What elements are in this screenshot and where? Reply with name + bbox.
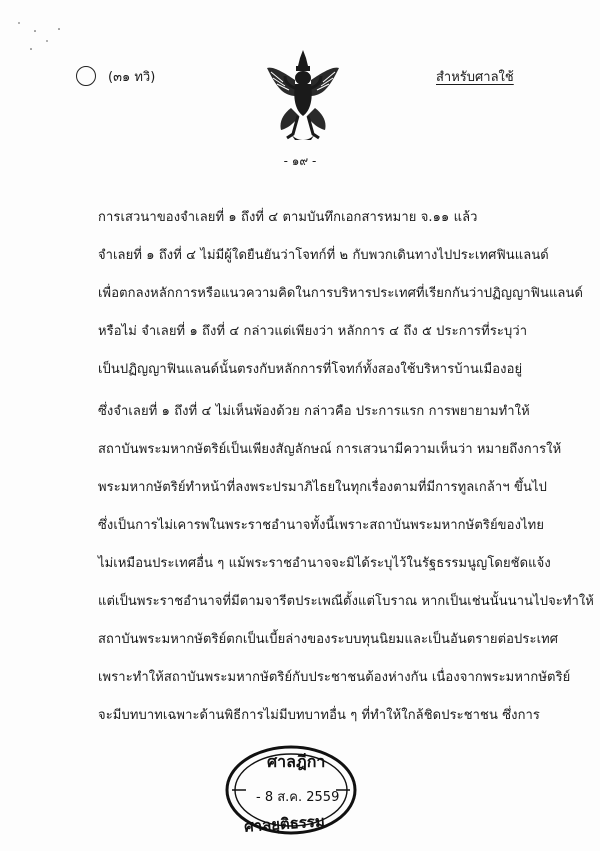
body-line: สถาบันพระมหากษัตริย์ตกเป็นเบี้ยล่างของระบบทุนนิยมและเป็นอันตรายต่อประเทศ [98,632,559,647]
scan-speck [46,40,48,42]
stamp-court-name: ศาลฎีกา [267,752,326,771]
scan-speck [34,30,36,32]
body-line: สถาบันพระมหากษัตริย์เป็นเพียงสัญลักษณ์ การเสวนามีความเห็นว่า หมายถึงการให้ [98,442,562,457]
body-line: หรือไม่ จำเลยที่ ๑ ถึงที่ ๔ กล่าวแต่เพียงว่า หลักการ ๔ ถึง ๕ ประการที่ระบุว่า [98,324,528,339]
court-use-label: สำหรับศาลใช้ [436,70,514,85]
page-number: - ๑๙ - [283,154,317,168]
stamp-court-bottom: ศาลยุติธรรม [243,812,326,836]
body-line: การเสวนาของจำเลยที่ ๑ ถึงที่ ๔ ตามบันทึกเอกสารหมาย จ.๑๑ แล้ว [98,210,478,225]
body-line: เพื่อตกลงหลักการหรือแนวความคิดในการบริหารประเทศที่เรียกกันว่าปฏิญญาฟินแลนด์ [98,286,584,301]
form-number: (๓๑ ทวิ) [108,70,156,85]
stamp-date: - 8 ส.ค. 2559 [256,790,340,805]
body-line: เป็นปฏิญญาฟินแลนด์นั้นตรงกับหลักการที่โจทก์ทั้งสองใช้บริหารบ้านเมืองอยู่ [98,362,523,377]
body-line: เพราะทำให้สถาบันพระมหากษัตริย์กับประชาชนต้องห่างกัน เนื่องจากพระมหากษัตริย์ [98,670,571,685]
punch-hole-circle [76,66,96,86]
body-line: จะมีบทบาทเฉพาะด้านพิธีการไม่มีบทบาทอื่น ๆ ที่ทำให้ใกล้ชิดประชาชน ซึ่งการ [98,708,541,723]
body-line: ซึ่งจำเลยที่ ๑ ถึงที่ ๔ ไม่เห็นพ้องด้วย กล่าวคือ ประการแรก การพยายามทำให้ [98,404,530,419]
scan-speck [30,48,32,50]
body-line: แต่เป็นพระราชอำนาจที่มีตามจารีตประเพณีตั้งแต่โบราณ หากเป็นเช่นนั้นนานไปจะทำให้ [98,594,594,609]
body-line: จำเลยที่ ๑ ถึงที่ ๔ ไม่มีผู้ใดยืนยันว่าโจทก์ที่ ๒ กับพวกเดินทางไปประเทศฟินแลนด์ [98,248,549,263]
body-line: พระมหากษัตริย์ทำหน้าที่ลงพระปรมาภิไธยในทุกเรื่องตามที่มีการทูลเกล้าฯ ขึ้นไป [98,480,547,495]
body-line: ไม่เหมือนประเทศอื่น ๆ แม้พระราชอำนาจจะมิได้ระบุไว้ในรัฐธรรมนูญโดยชัดแจ้ง [98,556,551,571]
garuda-emblem-icon [265,48,341,144]
scan-speck [58,28,60,30]
scan-speck [18,22,20,24]
body-line: ซึ่งเป็นการไม่เคารพในพระราชอำนาจทั้งนี้เพราะสถาบันพระมหากษัตริย์ของไทย [98,518,545,533]
